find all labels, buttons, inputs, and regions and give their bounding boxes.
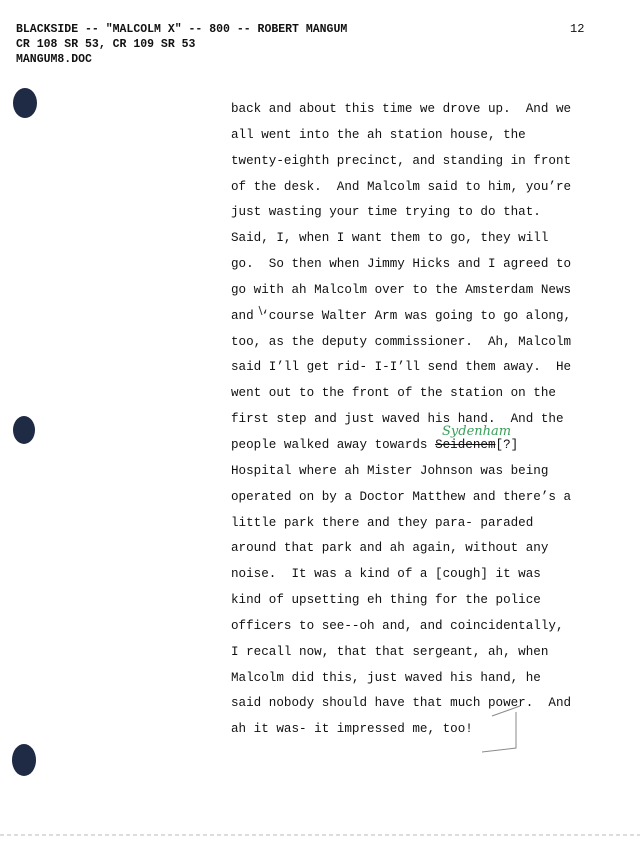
transcript-line-15: Hospital where ah Mister Johnson was being: [231, 463, 549, 478]
transcript-line-20: kind of upsetting eh thing for the police: [231, 593, 541, 608]
binder-hole-middle: [13, 416, 35, 444]
transcript-line-11: said I’ll get rid- I-I’ll send them away. He: [231, 360, 572, 375]
binder-hole-bottom: [12, 744, 36, 776]
transcript-line-10: too, as the deputy commissioner. Ah, Malcolm: [231, 334, 572, 349]
struck-word: Seidenem: [435, 437, 496, 452]
transcript-body: [231, 97, 601, 743]
transcript-line-14: [231, 433, 601, 459]
transcript-line-2: all went into the ah station house, the: [231, 127, 526, 142]
transcript-line-24: said nobody should have that much power. And: [231, 696, 572, 711]
transcript-line-16: operated on by a Doctor Matthew and there’s a: [231, 489, 572, 504]
header-reference-line: CR 108 SR 53, CR 109 SR 53: [16, 38, 196, 51]
transcript-line-4: of the desk. And Malcolm said to him, you’re: [231, 179, 572, 194]
handwritten-bracket-mark: [476, 702, 524, 758]
transcript-line-12: went out to the front of the station on the: [231, 386, 556, 401]
transcript-line-6: Said, I, when I want them to go, they will: [231, 231, 549, 246]
header-filename-line: MANGUM8.DOC: [16, 53, 92, 66]
transcript-line-18: around that park and ah again, without any: [231, 541, 549, 556]
transcript-line-3: twenty-eighth precinct, and standing in front: [231, 153, 572, 168]
transcript-line-25: ah it was- it impressed me, too!: [231, 722, 473, 737]
handwritten-correction: Sydenham: [442, 424, 512, 439]
handwritten-tick-mark: [258, 305, 264, 317]
line-14-text-after: [?]: [495, 437, 519, 452]
transcript-line-23: Malcolm did this, just waved his hand, he: [231, 670, 541, 685]
transcript-line-5: just wasting your time trying to do that.: [231, 205, 541, 220]
transcript-line-7: go. So then when Jimmy Hicks and I agreed to: [231, 257, 572, 272]
transcript-line-22: I recall now, that that sergeant, ah, when: [231, 644, 549, 659]
transcript-line-9: and ‘course Walter Arm was going to go along,: [231, 308, 572, 323]
transcript-line-17: little park there and they para- paraded: [231, 515, 534, 530]
transcript-line-8: go with ah Malcolm over to the Amsterdam News: [231, 282, 572, 297]
scan-bottom-edge: [0, 834, 640, 836]
transcript-line-13: first step and just waved his hand. And the: [231, 412, 564, 427]
transcript-line-1: back and about this time we drove up. And we: [231, 102, 572, 116]
transcript-line-21: officers to see--oh and, and coincidentally,: [231, 618, 564, 633]
document-header: [16, 22, 347, 67]
header-title-line: BLACKSIDE -- "MALCOLM X" -- 800 -- ROBERT MANGUM: [16, 23, 348, 36]
page-number: 12: [570, 22, 585, 36]
binder-hole-top: [13, 88, 37, 118]
transcript-line-19: noise. It was a kind of a [cough] it was: [231, 567, 541, 582]
line-14-text-before: people walked away towards: [231, 437, 436, 452]
